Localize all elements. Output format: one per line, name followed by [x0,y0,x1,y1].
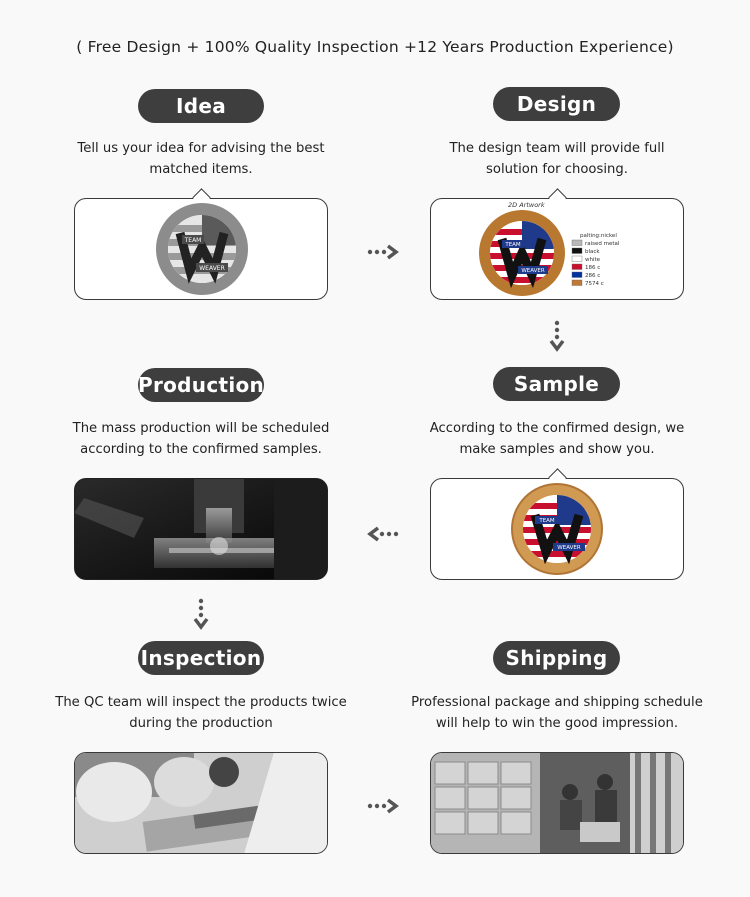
inspection-desc-line-2: during the production [129,716,273,731]
design-artwork [430,198,684,300]
machining-scene [74,478,328,580]
palette-swatch [572,256,582,262]
inspection-photo [74,752,328,854]
shipping-title-pill: Shipping [493,641,620,675]
palette-label: white [584,256,600,263]
sample-desc-line-1: According to the confirmed design, we [429,421,685,436]
design-image-frame [430,198,684,300]
palette-title: palting:nickel [579,232,617,239]
shipping-desc-line-2: will help to win the good impression. [435,716,679,731]
idea-description [51,138,351,180]
palette-label: black [584,248,600,255]
dotted-arrow-left-icon [367,526,399,542]
palette-swatch [572,264,582,270]
inspection-description [51,692,351,734]
color-palette [572,240,620,287]
design-description [407,138,707,180]
palette-label: 186 c [584,264,600,271]
palette-swatch [572,240,582,246]
sample-description [407,418,707,460]
inspection-desc-line-1: The QC team will inspect the products twice [55,695,347,710]
idea-desc-line-2: matched items. [149,162,253,177]
page-headline: ( Free Design + 100% Quality Inspection +12 Years Production Experience) [76,38,674,56]
artwork-title: 2D Artwork [507,200,545,209]
production-photo [74,478,328,580]
sample-title-pill: Sample [493,367,620,401]
design-title-pill: Design [493,87,620,121]
shipping-photo [430,752,684,854]
coin-team-text: TEAM [504,241,521,248]
coin-weaver-text: WEAVER [198,264,225,272]
production-title-pill: Production [138,368,264,402]
palette-swatch [572,272,582,278]
dotted-arrow-right-icon [367,244,399,260]
palette-label: raised metal [584,240,619,247]
idea-image-frame [74,198,328,300]
sample-desc-line-2: make samples and show you. [459,442,655,457]
design-desc-line-2: solution for choosing. [486,162,628,177]
coin-weaver-text: WEAVER [556,544,581,551]
coin-weaver-text: WEAVER [520,267,545,274]
dotted-arrow-down-icon [549,320,565,352]
palette-swatch [572,280,582,286]
sample-image-frame [430,478,684,580]
palette-swatch [572,248,582,254]
sample-coin [430,478,684,580]
idea-desc-line-1: Tell us your idea for advising the best [77,141,325,156]
dotted-arrow-down-icon [193,598,209,630]
palette-label: 286 c [584,272,600,279]
shipping-description [400,692,714,734]
qc-team-scene [74,752,328,854]
shipping-desc-line-1: Professional package and shipping schedule [411,695,703,710]
production-description [51,418,351,460]
production-desc-line-1: The mass production will be scheduled [72,421,330,436]
design-desc-line-1: The design team will provide full [449,141,665,156]
dotted-arrow-right-icon [367,798,399,814]
coin-team-text: TEAM [184,236,201,244]
production-desc-line-2: according to the confirmed samples. [80,442,322,457]
palette-label: 7574 c [584,280,604,287]
idea-coin-sketch [74,198,328,300]
idea-title-pill: Idea [138,89,264,123]
loading-container-scene [430,752,684,854]
inspection-title-pill: Inspection [138,641,264,675]
coin-team-text: TEAM [538,517,555,524]
